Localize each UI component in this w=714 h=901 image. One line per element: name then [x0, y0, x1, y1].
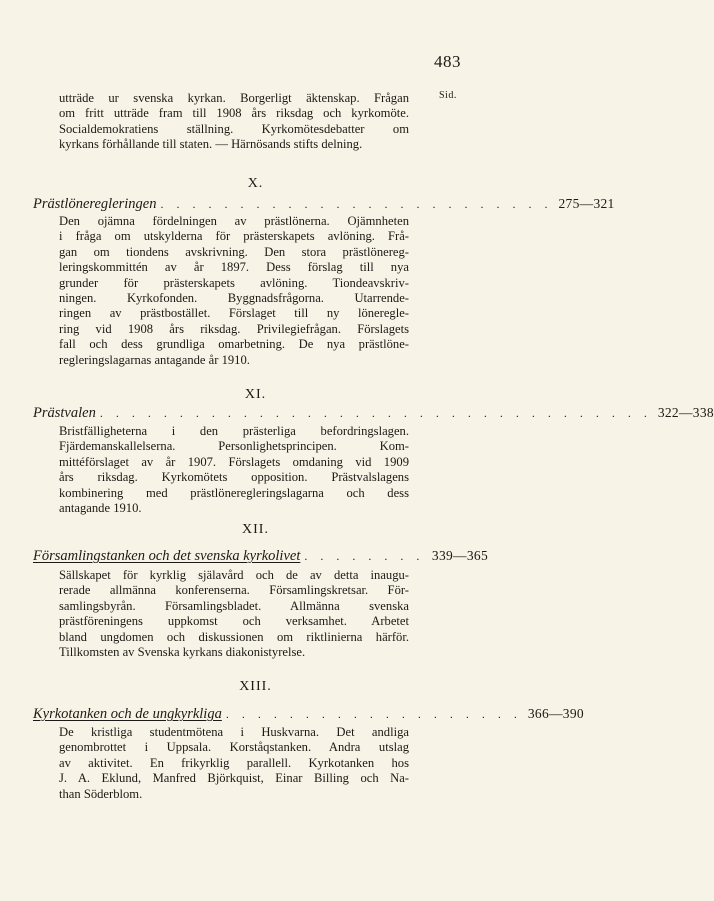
text-line: rerade allmänna konferenserna. Församlingskretsar. För-: [59, 583, 409, 598]
text-line: regleringslagarnas antagande år 1910.: [59, 352, 250, 367]
text-line: J. A. Eklund, Manfred Björkquist, Einar Billing och Na-: [59, 771, 409, 786]
text-line: bland ungdomen och diskussionen om riktlinierna härför.: [59, 629, 409, 644]
text-line: av aktivitet. En frikyrklig parallell. Kyrkotanken hos: [59, 755, 409, 770]
text-line: gan om tiondens avskrivning. Den stora prästlönereg-: [59, 244, 409, 259]
toc-entry-heading: [33, 548, 488, 566]
section-title: Prästvalen: [33, 405, 96, 421]
intro-paragraph: [59, 91, 409, 153]
text-line: mittéförslaget av år 1907. Förslagets omdaning vid 1909: [59, 454, 409, 469]
section-summary: [59, 424, 409, 516]
leader-dots: . . . . . . . . . . . . . . . . . . . . . . . . .: [160, 197, 553, 211]
text-line: prästföreningens uppkomst och verksamhet. Arbetet: [59, 614, 409, 629]
text-line: kyrkans förhållande till staten. — Härnösands stifts delning.: [59, 137, 363, 152]
text-line: than Söderblom.: [59, 786, 143, 801]
section-summary: [59, 214, 409, 368]
leader-dots: . . . . . . . . . . . . . . . . . . .: [225, 707, 522, 721]
text-line: grunder för prästerskapets avlöning. Tiondeavskriv-: [59, 275, 409, 290]
text-line: utträde ur svenska kyrkan. Borgerligt äktenskap. Frågan: [59, 91, 409, 105]
text-line: leringskommittén av år 1897. Dess förslag till nya: [59, 260, 409, 275]
text-line: Fjärdemanskallelserna. Personlighetsprincipen. Kom-: [59, 439, 409, 454]
toc-entry-heading: [33, 706, 584, 724]
text-line: Den ojämna fördelningen av prästlönerna. Ojämnheten: [59, 214, 409, 228]
page-range: 322—338: [657, 405, 714, 420]
section-numeral: XII.: [242, 522, 269, 537]
text-line: Socialdemokratiens ställning. Kyrkomötesdebatter om: [59, 121, 409, 136]
section-title: Församlingstanken och det svenska kyrkolivet: [33, 548, 301, 564]
leader-dots: . . . . . . . . . . . . . . . . . . . . . . . . . . . . . . . . . . .: [99, 406, 652, 420]
text-line: Bristfälligheterna i den prästerliga befordringslagen.: [59, 424, 409, 438]
text-line: Tillkomsten av Svenska kyrkans diakonistyrelse.: [59, 645, 306, 660]
text-line: Sällskapet för kyrklig själavård och de av detta inaugu-: [59, 568, 409, 582]
page-range: 275—321: [558, 196, 615, 211]
text-line: ningen. Kyrkofonden. Byggnadsfrågorna. Utarrende-: [59, 291, 409, 306]
text-line: fall och dess grundliga omarbetning. De nya prästlöne-: [59, 337, 409, 352]
section-numeral: X.: [247, 176, 264, 191]
text-line: kombinering med prästlöneregleringslagarna och dess: [59, 485, 409, 500]
section-summary: [59, 725, 409, 802]
text-line: års riksdag. Kyrkomötets opposition. Prästvalslagens: [59, 470, 409, 485]
text-line: samlingsbyrån. Församlingsbladet. Allmänna svenska: [59, 598, 409, 613]
toc-entry-heading: [33, 196, 615, 214]
toc-entry-heading: [33, 405, 714, 423]
leader-dots: . . . . . . . .: [304, 549, 425, 563]
text-line: De kristliga studentmötena i Huskvarna. Det andliga: [59, 725, 409, 739]
page-column-label: Sid.: [439, 90, 457, 101]
text-line: i fråga om utskylderna för prästerskapets avlöning. Frå-: [59, 229, 409, 244]
section-title: Kyrkotanken och de ungkyrkliga: [33, 706, 222, 722]
page-number: 483: [434, 52, 461, 71]
page-range: 366—390: [527, 706, 584, 721]
section-numeral: XI.: [244, 387, 267, 402]
section-title: Prästlöneregleringen: [33, 196, 157, 212]
text-line: om fritt utträde fram till 1908 års riksdag och kyrkomöte.: [59, 106, 409, 121]
section-numeral: XIII.: [239, 679, 272, 694]
text-line: ringen av prästbostället. Förslaget till ny lönereglе-: [59, 306, 409, 321]
page-range: 339—365: [431, 548, 488, 563]
text-line: antagande 1910.: [59, 501, 142, 516]
text-line: ring vid 1908 års riksdag. Privilegiefrågan. Förslagets: [59, 321, 409, 336]
section-summary: [59, 568, 409, 660]
text-line: genombrottet i Uppsala. Korståqstanken. Andra utslag: [59, 740, 409, 755]
